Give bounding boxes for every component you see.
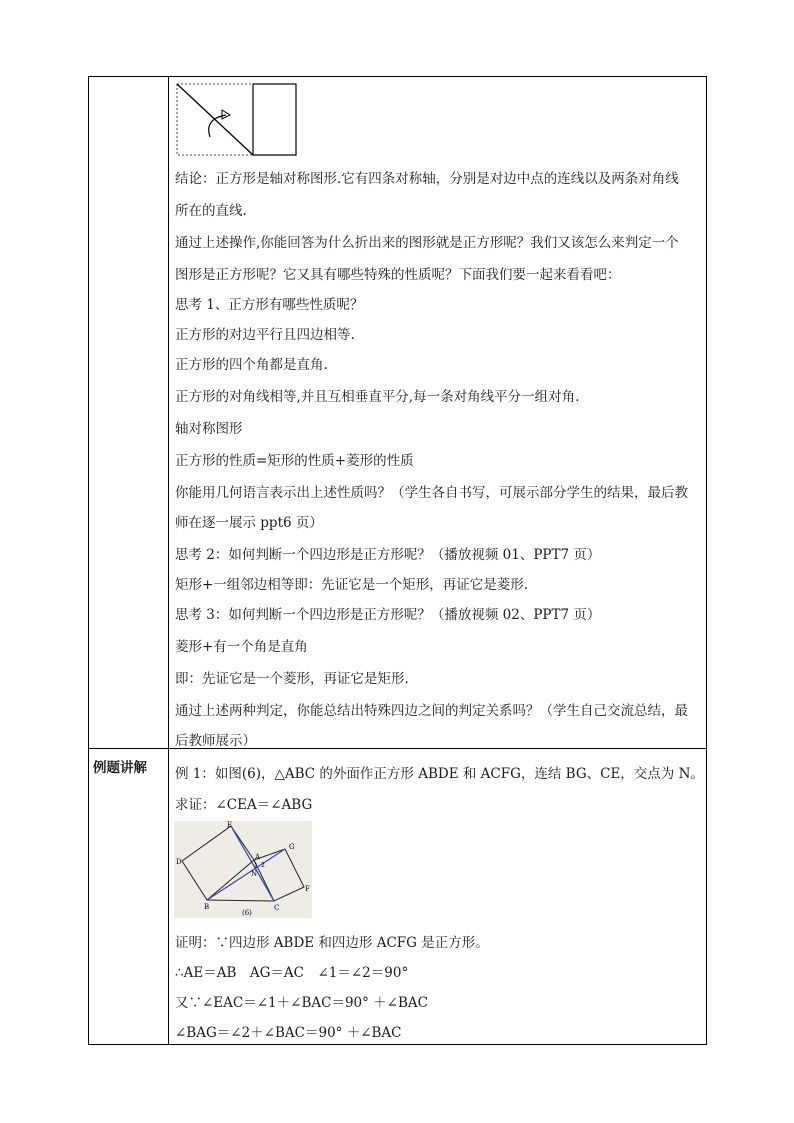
proof-line-4: ∠BAG＝∠2＋∠BAC＝90° ＋∠BAC <box>175 1025 402 1041</box>
proof-line-2: ∴AE＝AB AG＝AC ∠1＝∠2＝90° <box>175 965 409 981</box>
angle-label-2: 2 <box>261 862 265 869</box>
property-2: 正方形的四个角都是直角. <box>175 357 328 373</box>
conclusion-line-1: 结论：正方形是轴对称图形.它有四条对称轴，分别是对边中点的连线以及两条对角线 <box>175 171 679 187</box>
property-4: 轴对称图形 <box>175 421 243 437</box>
judge-1: 矩形+一组邻边相等即：先证它是一个矩形，再证它是菱形. <box>175 577 529 593</box>
section-label: 例题讲解 <box>93 760 147 776</box>
point-label-a: A <box>255 853 261 861</box>
conclusion-line-2: 所在的直线. <box>175 203 247 219</box>
summary-line-1: 通过上述两种判定，你能总结出特殊四边之间的判定关系吗？（学生自己交流总结，最 <box>175 703 688 719</box>
property-1: 正方形的对边平行且四边相等. <box>175 327 355 343</box>
proof-line-1: 证明：∵四边形 ABDE 和四边形 ACFG 是正方形。 <box>175 935 489 951</box>
think-3: 思考 3：如何判断一个四边形是正方形呢？（播放视频 02、PPT7 页） <box>175 607 601 623</box>
point-label-e: E <box>227 821 233 829</box>
ask-line-2: 师在逐一展示 ppt6 页） <box>175 515 323 531</box>
think-2: 思考 2：如何判断一个四边形是正方形呢？（播放视频 01、PPT7 页） <box>175 547 601 563</box>
point-label-b: B <box>204 903 210 911</box>
point-label-d: D <box>176 858 182 866</box>
property-5: 正方形的性质=矩形的性质+菱形的性质 <box>175 453 414 469</box>
question-intro-line-1: 通过上述操作,你能回答为什么折出来的图形就是正方形呢？我们又该怎么来判定一个 <box>175 235 679 251</box>
question-intro-line-2: 图形是正方形呢？它又具有哪些特殊的性质呢？下面我们要一起来看看吧： <box>175 267 621 283</box>
ask-line-1: 你能用几何语言表示出上述性质吗？（学生各自书写，可展示部分学生的结果，最后教 <box>175 485 688 501</box>
point-label-c: C <box>274 904 280 912</box>
judge-2b: 即：先证它是一个菱形，再证它是矩形. <box>175 671 409 687</box>
summary-line-2: 后教师展示） <box>175 733 256 749</box>
point-label-g: G <box>289 843 295 851</box>
proof-line-3: 又∵∠EAC＝∠1＋∠BAC＝90° ＋∠BAC <box>175 995 428 1011</box>
geometry-figure <box>174 821 312 918</box>
fold-diagram <box>176 83 298 157</box>
point-label-f: F <box>305 885 310 893</box>
angle-label-1: 1 <box>254 863 258 870</box>
think-1: 思考 1、正方形有哪些性质呢？ <box>175 297 364 313</box>
property-3: 正方形的对角线相等,并且互相垂直平分,每一条对角线平分一组对角. <box>175 389 580 405</box>
example-1: 例 1：如图(6)，△ABC 的外面作正方形 ABDE 和 ACFG，连结 BG、CE，交点为 N。 <box>175 766 704 782</box>
lesson-table <box>88 76 707 1045</box>
judge-2: 菱形+有一个角是直角 <box>175 639 308 655</box>
figure-caption: (6) <box>242 909 252 917</box>
column-divider <box>168 77 169 1044</box>
point-label-n: N <box>251 870 258 878</box>
prove-statement: 求证：∠CEA＝∠ABG <box>175 797 313 813</box>
